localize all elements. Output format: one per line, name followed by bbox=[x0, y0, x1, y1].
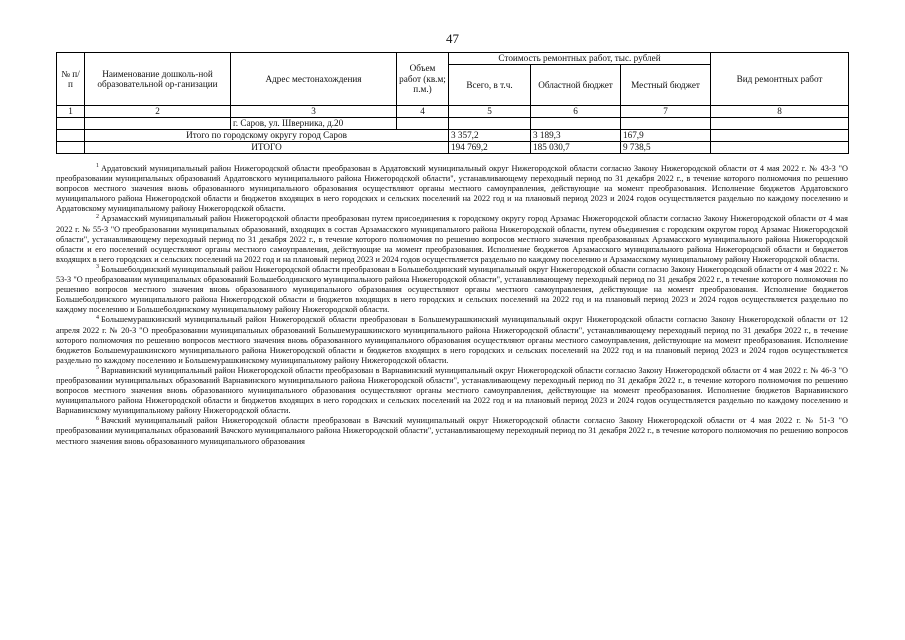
grand-total-label: ИТОГО bbox=[85, 142, 449, 154]
repair-cost-table bbox=[56, 52, 849, 154]
header-organization: Наименование дошколь-ной образовательной ор-ганизации bbox=[85, 53, 231, 106]
subtotal-label: Итого по городскому округу город Саров bbox=[85, 130, 449, 142]
footnote bbox=[56, 164, 848, 214]
header-total: Всего, в т.ч. bbox=[449, 65, 531, 106]
column-number: 2 bbox=[85, 106, 231, 118]
address-cell: г. Саров, ул. Шверника, д.20 bbox=[231, 118, 397, 130]
grand-total-regional: 185 030,7 bbox=[531, 142, 621, 154]
header-cost-group: Стоимость ремонтных работ, тыс. рублей bbox=[449, 53, 711, 65]
footnote-text: Варнавинский муниципальный район Нижегородской области преобразован в Варнавинский муниципальный округ Нижегородской области согласно Закону Нижегородской области от 4 мая 2022 г. № 46-З "О преобразовании муниципальных образований Варнавинского муниципального района Нижегородской области", устанавливающему переходный период по 31 декабря 2022 г., в течение которого полномочия по решению вопросов местного значения вновь образованного муниципального образования осуществляют органы местного самоуправления, действующие на момент преобразования. Исполнение бюджетов Варнавинского муниципального района Нижегородской области и бюджетов входящих в него городских и сельских поселений на 2022 год и на плановый период 2023 и 2024 годов осуществляется раздельно по каждому поселению и Варнавинскому муниципальному району Нижегородской области. bbox=[56, 365, 848, 416]
footnote-mark: 4 bbox=[96, 314, 99, 321]
footnote-mark: 5 bbox=[96, 365, 99, 372]
footnote bbox=[56, 366, 848, 416]
footnote-text: Вачский муниципальный район Нижегородской области преобразован в Вачский муниципальный округ Нижегородской области согласно Закону Нижегородской области от 4 мая 2022 г. № 51-З "О преобразовании муниципальных образований Вачского муниципального района Нижегородской области", устанавливающему переходный период по 31 декабря 2022 г., в течение которого полномочия по решению вопросов местного значения вновь образованного муниципального образования bbox=[56, 416, 848, 446]
header-regional-budget: Областной бюджет bbox=[531, 65, 621, 106]
footnote-text: Большеболдинский муниципальный район Нижегородской области преобразован в Большеболдинский муниципальный округ Нижегородской области согласно Закону Нижегородской области от 4 мая 2022 г. № 53-З "О преобразовании муниципальных образований Большеболдинского муниципального района Нижегородской области", устанавливающему переходный период по 31 декабря 2022 г., в течение которого полномочия по решению вопросов местного значения вновь образованного муниципального образования осуществляют органы местного самоуправления, действующие на момент преобразования. Исполнение бюджетов Большеболдинского муниципального района Нижегородской области и бюджетов входящих в него городских и сельских поселений на 2022 год и на плановый период 2023 и 2024 годов осуществляется раздельно по каждому поселению и Большеболдинскому муниципальному району Нижегородской области. bbox=[56, 264, 848, 315]
header-address: Адрес местонахождения bbox=[231, 53, 397, 106]
column-number: 5 bbox=[449, 106, 531, 118]
column-number: 1 bbox=[57, 106, 85, 118]
header-local-budget: Местный бюджет bbox=[621, 65, 711, 106]
footnote bbox=[56, 214, 848, 264]
column-number: 8 bbox=[711, 106, 849, 118]
footnote-mark: 6 bbox=[96, 415, 99, 422]
column-number-row bbox=[57, 106, 849, 118]
footnotes bbox=[56, 164, 848, 447]
column-number: 6 bbox=[531, 106, 621, 118]
footnote-mark: 3 bbox=[96, 264, 99, 271]
footnote-text: Большемурашкинский муниципальный район Нижегородской области преобразован в Большемурашкинский муниципальный округ Нижегородской области согласно Закону Нижегородской области от 12 апреля 2022 г. № 20-З "О преобразовании муниципальных образований Большемурашкинского муниципального района Нижегородской области", устанавливающему переходный период по 31 декабря 2022 г., в течение которого полномочия по решению вопросов местного значения вновь образованного муниципального образования осуществляют органы местного самоуправления, действующие на момент преобразования. Исполнение бюджетов Большемурашкинского муниципального района Нижегородской области и бюджетов входящих в него городских и сельских поселений на 2022 год и на плановый период 2023 и 2024 годов осуществляется раздельно по каждому поселению и Большемурашкинскому муниципальному району Нижегородской области. bbox=[56, 315, 848, 365]
footnote-mark: 2 bbox=[96, 213, 99, 220]
subtotal-regional: 3 189,3 bbox=[531, 130, 621, 142]
header-volume: Объем работ (кв.м; п.м.) bbox=[397, 53, 449, 106]
grand-total-local: 9 738,5 bbox=[621, 142, 711, 154]
page-number: 47 bbox=[446, 31, 459, 46]
footnote bbox=[56, 416, 848, 446]
footnote bbox=[56, 265, 848, 315]
footnote-text: Ардатовский муниципальный район Нижегородской области преобразован в Ардатовский муниципальный округ Нижегородской области согласно Закону Нижегородской области от 4 мая 2022 г. № 43-З "О преобразовании муниципальных образований Ардатовского муниципального района Нижегородской области", устанавливающему переходный период по 31 декабря 2022 г., в течение которого полномочия по решению вопросов местного значения вновь образованного муниципального образования осуществляют органы местного самоуправления, действующие на момент преобразования. Исполнение бюджетов Ардатовского муниципального района Нижегородской области и бюджетов входящих в него городских и сельских поселений на 2022 год и на плановый период 2023 и 2024 годов осуществляется раздельно по каждому поселению и Ардатовскому муниципальному району Нижегородской области. bbox=[56, 164, 848, 214]
header-work-type: Вид ремонтных работ bbox=[711, 53, 849, 106]
subtotal-row bbox=[57, 130, 849, 142]
table-row bbox=[57, 118, 849, 130]
column-number: 7 bbox=[621, 106, 711, 118]
header-num: № п/п bbox=[57, 53, 85, 106]
footnote bbox=[56, 315, 848, 365]
column-number: 4 bbox=[397, 106, 449, 118]
grand-total-row bbox=[57, 142, 849, 154]
subtotal-local: 167,9 bbox=[621, 130, 711, 142]
footnote-text: Арзамасский муниципальный район Нижегородской области преобразован путем присоединения к городскому округу город Арзамас Нижегородской области согласно Закону Нижегородской области от 4 мая 2022 г. № 55-З "О преобразовании муниципальных образований, входящих в состав Арзамасского муниципального района Нижегородской области, путем объединения с городским округом город Арзамас Нижегородской области", устанавливающему переходный период по 31 декабря 2022 г., в течение которого полномочия по решению вопросов местного значения преобразованных Арзамасского муниципального района Нижегородской области и его поселений осуществляют органы местного самоуправления, действующие на момент преобразования. Исполнение бюджетов Арзамасского муниципального района Нижегородской области и бюджетов входящих в него городских и сельских поселений на 2022 год и на плановый период 2023 и 2024 годов осуществляется раздельно по каждому поселению и Арзамасскому муниципальному району Нижегородской области. bbox=[56, 214, 848, 264]
subtotal-total: 3 357,2 bbox=[449, 130, 531, 142]
grand-total-total: 194 769,2 bbox=[449, 142, 531, 154]
footnote-mark: 1 bbox=[96, 163, 99, 170]
column-number: 3 bbox=[231, 106, 397, 118]
